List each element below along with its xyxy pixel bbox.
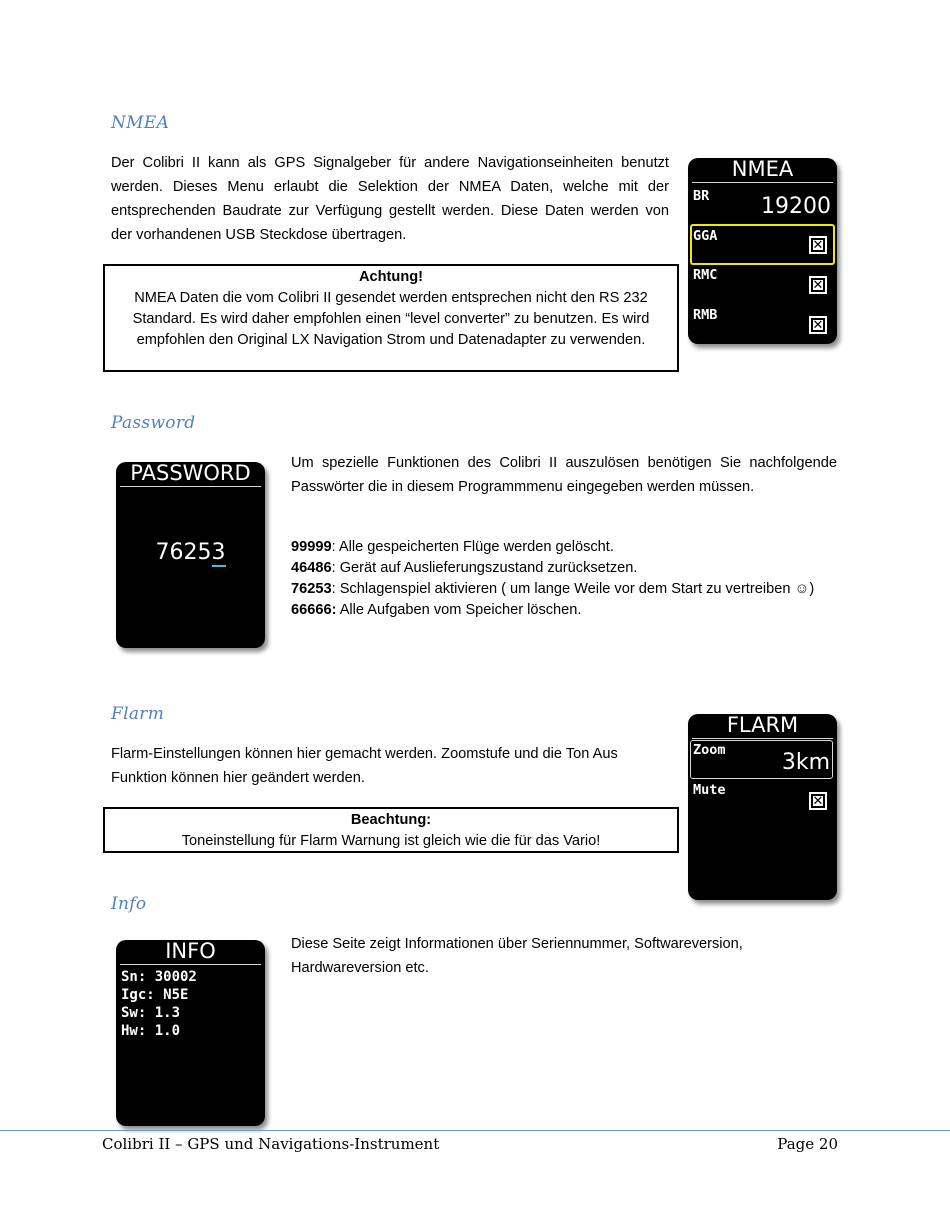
flarm-mute-checkbox[interactable]	[809, 792, 827, 810]
info-hardware-line: Hw: 1.0	[121, 1023, 181, 1039]
info-lines	[121, 968, 197, 1040]
nmea-item-gga-label: GGA	[693, 228, 718, 244]
nmea-br-label: BR	[693, 188, 710, 204]
info-screen-title: INFO	[120, 940, 261, 965]
password-value-prefix: 7625	[155, 540, 212, 565]
flarm-device-screen	[688, 714, 837, 900]
nmea-rmb-checkbox[interactable]	[809, 316, 827, 334]
nmea-item-rmc-label: RMC	[693, 267, 718, 283]
flarm-note-title: Beachtung:	[350, 812, 432, 828]
password-paragraph: Um spezielle Funktionen des Colibri II auszulösen benötigen Sie nachfolgende Passwörter die in diesem Programmmenu eingegeben werden müssen.	[291, 455, 837, 495]
nmea-paragraph: Der Colibri II kann als GPS Signalgeber für andere Navigationseinheiten benutzt werden. Dieses Menu erlaubt die Selektion der NMEA Daten, welche mit der entsprechenden Baudrate zur Verfügung gestellt werden. Diese Daten werden von der vorhandenen USB Steckdose übertragen.	[111, 155, 669, 243]
password-value[interactable]	[116, 540, 265, 565]
nmea-device-screen	[688, 158, 837, 344]
password-heading: Password	[111, 413, 196, 433]
flarm-mute-label: Mute	[693, 782, 726, 798]
flarm-heading: Flarm	[111, 704, 165, 724]
info-igc-line: Igc: N5E	[121, 987, 189, 1003]
nmea-rmc-checkbox[interactable]	[809, 276, 827, 294]
footer-divider	[0, 1130, 950, 1131]
password-code-list	[291, 537, 836, 621]
nmea-gga-checkbox[interactable]	[809, 236, 827, 254]
nmea-note-title: Achtung!	[358, 269, 424, 285]
password-device-screen	[116, 462, 265, 648]
nmea-note-box	[103, 264, 679, 372]
info-device-screen	[116, 940, 265, 1126]
nmea-screen-title: NMEA	[692, 158, 833, 183]
password-screen-title: PASSWORD	[120, 462, 261, 487]
nmea-br-value: 19200	[761, 194, 831, 219]
flarm-paragraph: Flarm-Einstellungen können hier gemacht werden. Zoomstufe und die Ton Aus Funktion können hier geändert werden.	[111, 746, 618, 786]
password-code-item: 66666: Alle Aufgaben vom Speicher löschen.	[291, 602, 582, 618]
flarm-screen-title: FLARM	[692, 714, 833, 739]
flarm-note-box	[103, 807, 679, 853]
flarm-zoom-value: 3km	[781, 750, 830, 775]
flarm-zoom-label: Zoom	[693, 742, 726, 758]
footer-page-number: Page 20	[777, 1135, 838, 1153]
nmea-heading: NMEA	[111, 113, 170, 133]
info-software-line: Sw: 1.3	[121, 1005, 181, 1021]
password-code-item: 76253: Schlagenspiel aktivieren ( um lange Weile vor dem Start zu vertreiben ☺)	[291, 581, 815, 597]
info-paragraph: Diese Seite zeigt Informationen über Seriennummer, Softwareversion, Hardwareversion etc.	[291, 936, 743, 976]
footer-title: Colibri II – GPS und Navigations-Instrument	[102, 1135, 440, 1153]
password-cursor-digit: 3	[211, 540, 226, 565]
password-code-item: 99999: Alle gespeicherten Flüge werden gelöscht.	[291, 539, 614, 555]
info-serial-line: Sn: 30002	[121, 969, 197, 985]
nmea-item-rmb-label: RMB	[693, 307, 718, 323]
nmea-note-text: NMEA Daten die vom Colibri II gesendet werden entsprechen nicht den RS 232 Standard. Es wird daher empfohlen einen “level converter” zu benutzen. Es wird empfohlen den Original LX Navigation Strom und Datenadapter zu verwenden.	[132, 290, 650, 348]
password-code-item: 46486: Gerät auf Auslieferungszustand zurücksetzen.	[291, 560, 638, 576]
flarm-note-text: Toneinstellung für Flarm Warnung ist gleich wie die für das Vario!	[181, 833, 601, 849]
info-heading: Info	[111, 894, 147, 914]
